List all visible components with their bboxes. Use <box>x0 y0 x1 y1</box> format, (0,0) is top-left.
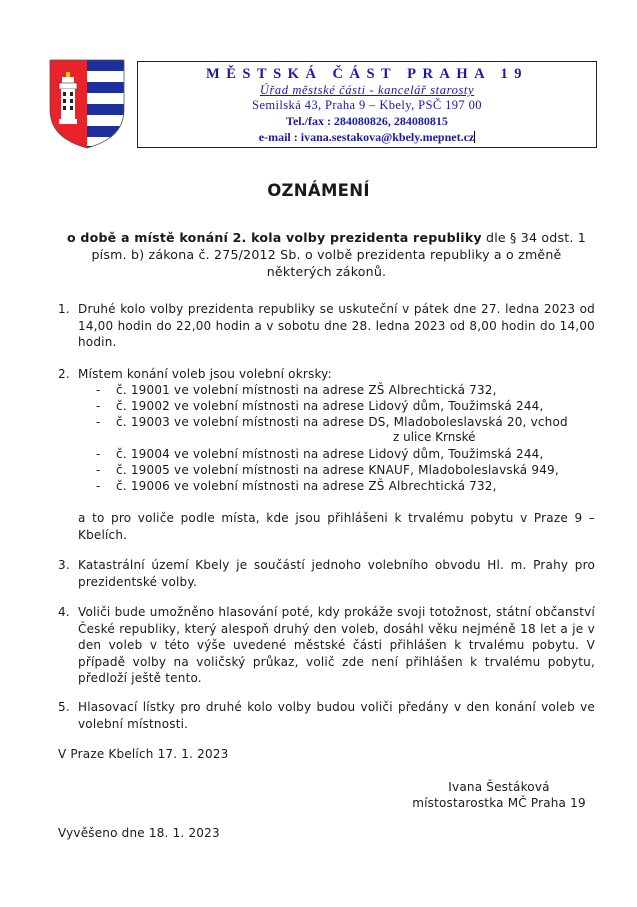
item-text: Druhé kolo volby prezidenta republiky se uskuteční v pátek dne 27. ledna 2023 od 14,00 hodin do 22,00 hodin a v sobotu dne 28. ledna 2023 od 8,00 hodin do 14,00 hodin. <box>78 302 595 349</box>
office-email-line <box>138 129 596 145</box>
office-address: Semilská 43, Praha 9 – Kbely, PSČ 197 00 <box>252 98 482 112</box>
district-item: - č. 19002 ve volební místnosti na adrese Lidový dům, Toužimská 244, <box>96 399 544 413</box>
document-intro <box>58 229 595 280</box>
item-text: Voliči bude umožněno hlasování poté, kdy prokáže svoji totožnost, státní občanství České republiky, který alespoň druhý den voleb, dosáhl věku nejméně 18 let a je v den voleb v této výše uvedené městské části přihlášen k trvalému pobytu. V případě volby na voličský průkaz, volič zde není přihlášen k trvalému pobytu, předloží ještě tento. <box>78 605 595 685</box>
posted-date: Vyvěšeno dne 18. 1. 2023 <box>58 826 220 840</box>
place-date: V Praze Kbelích 17. 1. 2023 <box>58 747 229 761</box>
list-item-3 <box>58 557 595 590</box>
item-number: 5. <box>58 700 70 714</box>
item-number: 3. <box>58 558 70 572</box>
office-email: e-mail : ivana.sestakova@kbely.mepnet.cz <box>258 130 475 144</box>
item-number: 1. <box>58 302 70 316</box>
item-text: Katastrální území Kbely je součástí jednoho volebního obvodu Hl. m. Prahy pro prezidentské volby. <box>78 558 595 589</box>
coat-of-arms-icon <box>48 58 126 150</box>
district-item: - č. 19001 ve volební místnosti na adrese ZŠ Albrechtická 732, <box>96 383 497 397</box>
item-number: 4. <box>58 605 70 619</box>
intro-rest: dle § 34 odst. 1 písm. b) zákona č. 275/2012 Sb. o volbě prezidenta republiky a o změně některých zákonů. <box>91 230 587 279</box>
district-continuation: z ulice Krnské <box>393 430 476 444</box>
item-text: Místem konání voleb jsou volební okrsky: <box>78 367 332 381</box>
item-text: Hlasovací lístky pro druhé kolo volby budou voliči předány v den konání voleb ve volební místnosti. <box>78 700 595 731</box>
district-item: - č. 19003 ve volební místnosti na adrese DS, Mladoboleslavská 20, vchod <box>96 415 568 429</box>
office-subtitle: Úřad městské části - kancelář starosty <box>259 83 475 97</box>
office-phone: Tel./fax : 284080826, 284080815 <box>286 114 448 128</box>
list-item-1 <box>58 301 595 351</box>
district-item: - č. 19004 ve volební místnosti na adrese Lidový dům, Toužimská 244, <box>96 447 544 461</box>
letterhead-box <box>137 61 597 148</box>
text-cursor <box>474 131 475 143</box>
list-item-4 <box>58 604 595 687</box>
districts-note: a to pro voliče podle místa, kde jsou přihlášeni k trvalému pobytu v Praze 9 – Kbelích. <box>78 511 595 542</box>
signature-name: Ivana Šestáková <box>448 780 550 794</box>
document-title: OZNÁMENÍ <box>267 181 370 200</box>
intro-bold: o době a místě konání 2. kola volby prezidenta republiky <box>66 230 482 245</box>
district-item: - č. 19006 ve volební místnosti na adrese ZŠ Albrechtická 732, <box>96 479 497 493</box>
district-item: - č. 19005 ve volební místnosti na adrese KNAUF, Mladoboleslavská 949, <box>96 463 559 477</box>
office-title: MĚSTSKÁ ČÁST PRAHA 19 <box>206 66 528 82</box>
item-number: 2. <box>58 367 70 381</box>
list-item-2 <box>58 366 595 383</box>
list-item-5 <box>58 699 595 732</box>
signature-role: místostarostka MČ Praha 19 <box>412 796 586 810</box>
